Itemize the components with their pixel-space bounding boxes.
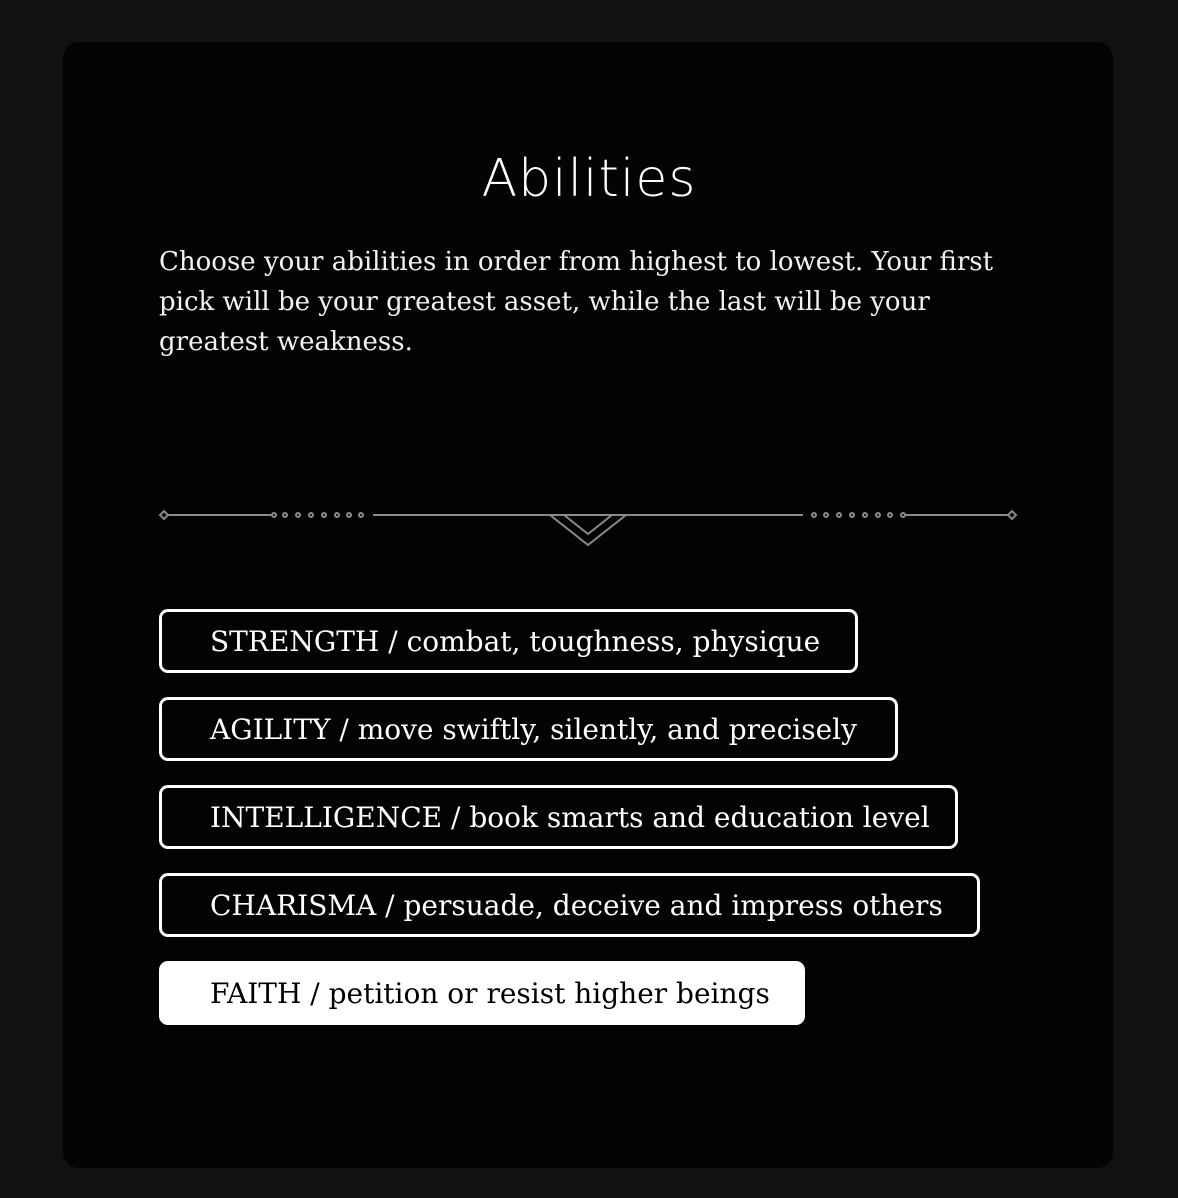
ability-option-faith[interactable]: FAITH / petition or resist higher beings [159,961,805,1025]
instructions-text: Choose your abilities in order from highest to lowest. Your first pick will be your greatest asset, while the last will be your greatest weakness. [159,247,994,357]
ornamental-divider-icon [158,504,1020,550]
page-title: Abilities [481,149,697,209]
ability-option-charisma[interactable]: CHARISMA / persuade, deceive and impress others [159,873,980,937]
ability-option-agility[interactable]: AGILITY / move swiftly, silently, and precisely [159,697,898,761]
ability-options-list [159,609,980,1049]
ability-option-intelligence[interactable]: INTELLIGENCE / book smarts and education level [159,785,958,849]
ability-option-strength[interactable]: STRENGTH / combat, toughness, physique [159,609,858,673]
